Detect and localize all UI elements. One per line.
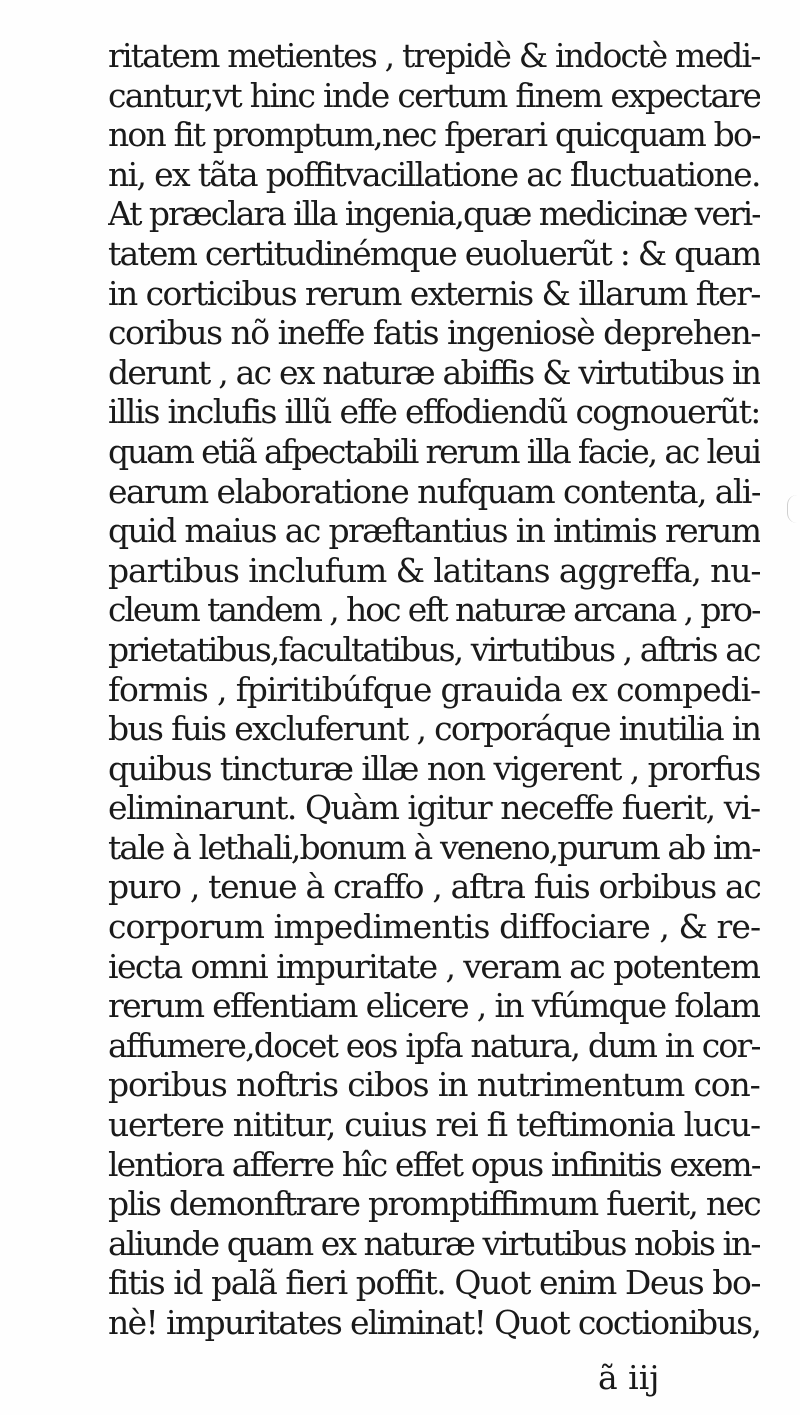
text-line: At præclara illa ingenia,quæ medicinæ veri- <box>108 194 760 234</box>
text-line: nè! impuritates eliminat! Quot coctionibus, <box>108 1303 760 1342</box>
text-line: corporum impedimentis diffociare , & re- <box>108 907 760 947</box>
text-line: lentiora afferre hîc effet opus infinitis exem- <box>108 1144 760 1184</box>
text-line: quid maius ac præftantius in intimis rerum <box>108 511 760 551</box>
text-line: quam etiã afpectabili rerum illa facie, ac leui <box>108 431 760 471</box>
text-line: prietatibus,facultatibus, virtutibus , aftris ac <box>108 629 760 669</box>
text-line: fitis id palã fieri poffit. Quot enim Deus bo- <box>108 1263 760 1303</box>
text-line: non fit promptum,nec fperari quicquam bo- <box>108 115 760 155</box>
paper-edge-mark <box>787 495 798 523</box>
text-line: eliminarunt. Quàm igitur neceffe fuerit, vi- <box>108 788 760 828</box>
text-line: cleum tandem , hoc eft naturæ arcana , pro- <box>108 590 760 630</box>
text-line: in corticibus rerum externis & illarum fter- <box>108 273 760 313</box>
text-line: uertere nititur, cuius rei fi teftimonia lucu- <box>108 1105 760 1145</box>
body-text <box>108 36 760 1343</box>
text-line: puro , tenue à craffo , aftra fuis orbibus ac <box>108 867 760 907</box>
text-line: earum elaboratione nufquam contenta, ali- <box>108 471 760 511</box>
text-line: iecta omni impuritate , veram ac potentem <box>108 946 760 986</box>
text-line: ni, ex tãta poffitvacillatione ac fluctuatione. <box>108 154 760 194</box>
text-line: cantur,vt hinc inde certum finem expectare <box>108 75 760 115</box>
text-line: affumere,docet eos ipfa natura, dum in cor- <box>108 1025 760 1065</box>
text-line: coribus nõ ineffe fatis ingeniosè deprehen- <box>108 313 760 353</box>
text-line: formis , fpiritibúfque grauida ex compedi- <box>108 669 760 709</box>
text-line: quibus tincturæ illæ non vigerent , prorfus <box>108 748 760 788</box>
text-line: bus fuis excluferunt , corporáque inutilia in <box>108 709 760 749</box>
text-line: rerum effentiam elicere , in vfúmque folam <box>108 986 760 1026</box>
text-line: plis demonftrare promptiffimum fuerit, nec <box>108 1184 760 1224</box>
text-line: aliunde quam ex naturæ virtutibus nobis in- <box>108 1223 760 1263</box>
text-line: illis inclufis illũ effe effodiendũ cognouerũt: <box>108 392 760 432</box>
text-line: tale à lethali,bonum à veneno,purum ab im- <box>108 827 760 867</box>
signature-mark: ã iij <box>598 1358 660 1397</box>
text-line: poribus noftris cibos in nutrimentum con- <box>108 1065 760 1105</box>
text-line: partibus inclufum & latitans aggreffa, nu- <box>108 550 760 590</box>
text-line: tatem certitudinémque euoluerũt : & quam <box>108 233 760 273</box>
text-line: ritatem metientes , trepidè & indoctè medi- <box>108 36 760 75</box>
text-line: derunt , ac ex naturæ abiffis & virtutibus in <box>108 352 760 392</box>
